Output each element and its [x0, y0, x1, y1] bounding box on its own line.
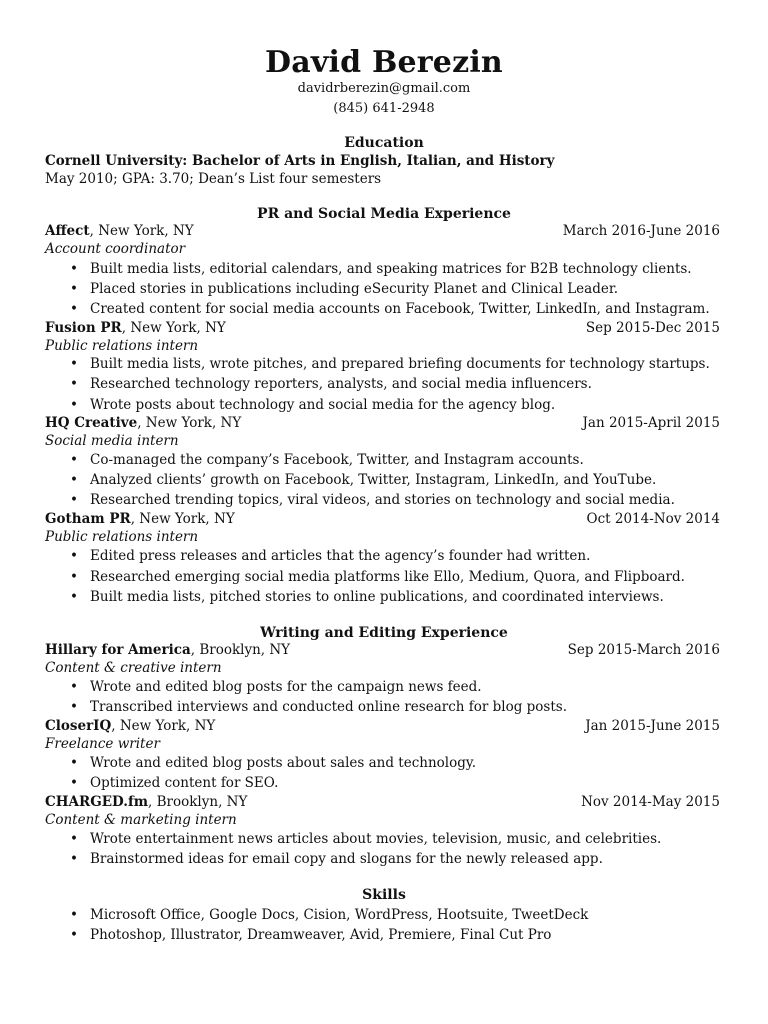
skill-item: • Photoshop, Illustrator, Dreamweaver, Avid, Premiere, Final Cut Pro [70, 927, 552, 943]
job-location: , New York, NY [137, 415, 242, 431]
bullet-item: • Brainstormed ideas for email copy and slogans for the newly released app. [70, 851, 603, 867]
bullet-item: • Wrote posts about technology and social media for the agency blog. [70, 397, 556, 413]
job-dates: Sep 2015-March 2016 [567, 642, 720, 658]
job-heading [45, 319, 226, 337]
bullet-icon: • [70, 927, 78, 943]
bullet-icon: • [70, 699, 78, 715]
job-location: , New York, NY [89, 223, 194, 239]
job-role: Content & creative intern [45, 660, 222, 676]
job-heading [45, 793, 247, 811]
job-org: CHARGED.fm [45, 794, 149, 810]
job-location: , New York, NY [130, 511, 235, 527]
section-title-education: Education [344, 135, 424, 151]
job-role: Account coordinator [45, 241, 186, 257]
bullet-item: • Built media lists, pitched stories to online publications, and coordinated interviews. [70, 589, 664, 605]
job-heading [45, 414, 241, 432]
job-heading [45, 222, 194, 240]
job-location: , New York, NY [111, 718, 216, 734]
bullet-icon: • [70, 775, 78, 791]
job-org: HQ Creative [45, 415, 138, 431]
bullet-item: • Researched emerging social media platforms like Ello, Medium, Quora, and Flipboard. [70, 569, 685, 585]
bullet-item: • Optimized content for SEO. [70, 775, 279, 791]
job-location: , Brooklyn, NY [190, 642, 291, 658]
bullet-icon: • [70, 569, 78, 585]
bullet-item: • Analyzed clients’ growth on Facebook, Twitter, Instagram, LinkedIn, and YouTube. [70, 472, 657, 488]
bullet-icon: • [70, 548, 78, 564]
job-org: CloserIQ [45, 718, 112, 734]
job-heading [45, 717, 215, 735]
job-role: Public relations intern [45, 529, 199, 545]
bullet-icon: • [70, 376, 78, 392]
job-dates: Jan 2015-June 2015 [585, 718, 720, 734]
job-org: Hillary for America [45, 642, 191, 658]
bullet-item: • Wrote and edited blog posts for the campaign news feed. [70, 679, 482, 695]
job-role: Freelance writer [45, 736, 160, 752]
bullet-item: • Transcribed interviews and conducted online research for blog posts. [70, 699, 567, 715]
bullet-icon: • [70, 261, 78, 277]
job-org: Gotham PR [45, 511, 131, 527]
job-org: Fusion PR [45, 320, 122, 336]
bullet-item: • Built media lists, editorial calendars, and speaking matrices for B2B technology clients. [70, 261, 692, 277]
bullet-item: • Researched trending topics, viral videos, and stories on technology and social media. [70, 492, 675, 508]
bullet-icon: • [70, 492, 78, 508]
skill-item: • Microsoft Office, Google Docs, Cision, WordPress, Hootsuite, TweetDeck [70, 907, 589, 923]
bullet-item: • Researched technology reporters, analysts, and social media influencers. [70, 376, 592, 392]
job-org: Affect [45, 223, 90, 239]
job-location: , New York, NY [121, 320, 226, 336]
bullet-icon: • [70, 755, 78, 771]
job-dates: Sep 2015-Dec 2015 [585, 320, 720, 336]
job-role: Social media intern [45, 433, 179, 449]
job-role: Public relations intern [45, 338, 199, 354]
job-location: , Brooklyn, NY [148, 794, 248, 810]
contact-phone: (845) 641-2948 [333, 101, 435, 116]
bullet-icon: • [70, 281, 78, 297]
bullet-icon: • [70, 452, 78, 468]
job-role: Content & marketing intern [45, 812, 237, 828]
bullet-icon: • [70, 589, 78, 605]
job-heading [45, 641, 290, 659]
section-title-skills: Skills [362, 887, 406, 903]
bullet-icon: • [70, 397, 78, 413]
bullet-icon: • [70, 301, 78, 317]
bullet-item: • Wrote entertainment news articles about movies, television, music, and celebrities. [70, 831, 662, 847]
bullet-item: • Wrote and edited blog posts about sales and technology. [70, 755, 477, 771]
job-dates: Oct 2014-Nov 2014 [586, 511, 720, 527]
bullet-icon: • [70, 851, 78, 867]
bullet-item: • Co-managed the company’s Facebook, Twitter, and Instagram accounts. [70, 452, 584, 468]
job-dates: Jan 2015-April 2015 [582, 415, 720, 431]
bullet-icon: • [70, 831, 78, 847]
bullet-item: • Created content for social media accounts on Facebook, Twitter, LinkedIn, and Instagram. [70, 301, 710, 317]
contact-email: davidrberezin@gmail.com [297, 81, 471, 96]
bullet-item: • Placed stories in publications including eSecurity Planet and Clinical Leader. [70, 281, 619, 297]
section-title-writing: Writing and Editing Experience [260, 625, 508, 641]
section-title-pr: PR and Social Media Experience [257, 206, 511, 222]
bullet-icon: • [70, 679, 78, 695]
bullet-icon: • [70, 472, 78, 488]
bullet-item: • Edited press releases and articles that the agency’s founder had written. [70, 548, 591, 564]
education-school: Cornell University: Bachelor of Arts in English, Italian, and History [45, 153, 555, 169]
job-heading [45, 510, 235, 528]
bullet-icon: • [70, 907, 78, 923]
job-dates: Nov 2014-May 2015 [581, 794, 720, 810]
bullet-icon: • [70, 356, 78, 372]
education-details: May 2010; GPA: 3.70; Dean’s List four semesters [45, 171, 382, 187]
bullet-item: • Built media lists, wrote pitches, and prepared briefing documents for technology startups. [70, 356, 710, 372]
job-dates: March 2016-June 2016 [562, 223, 720, 239]
resume-name: David Berezin [265, 45, 503, 80]
